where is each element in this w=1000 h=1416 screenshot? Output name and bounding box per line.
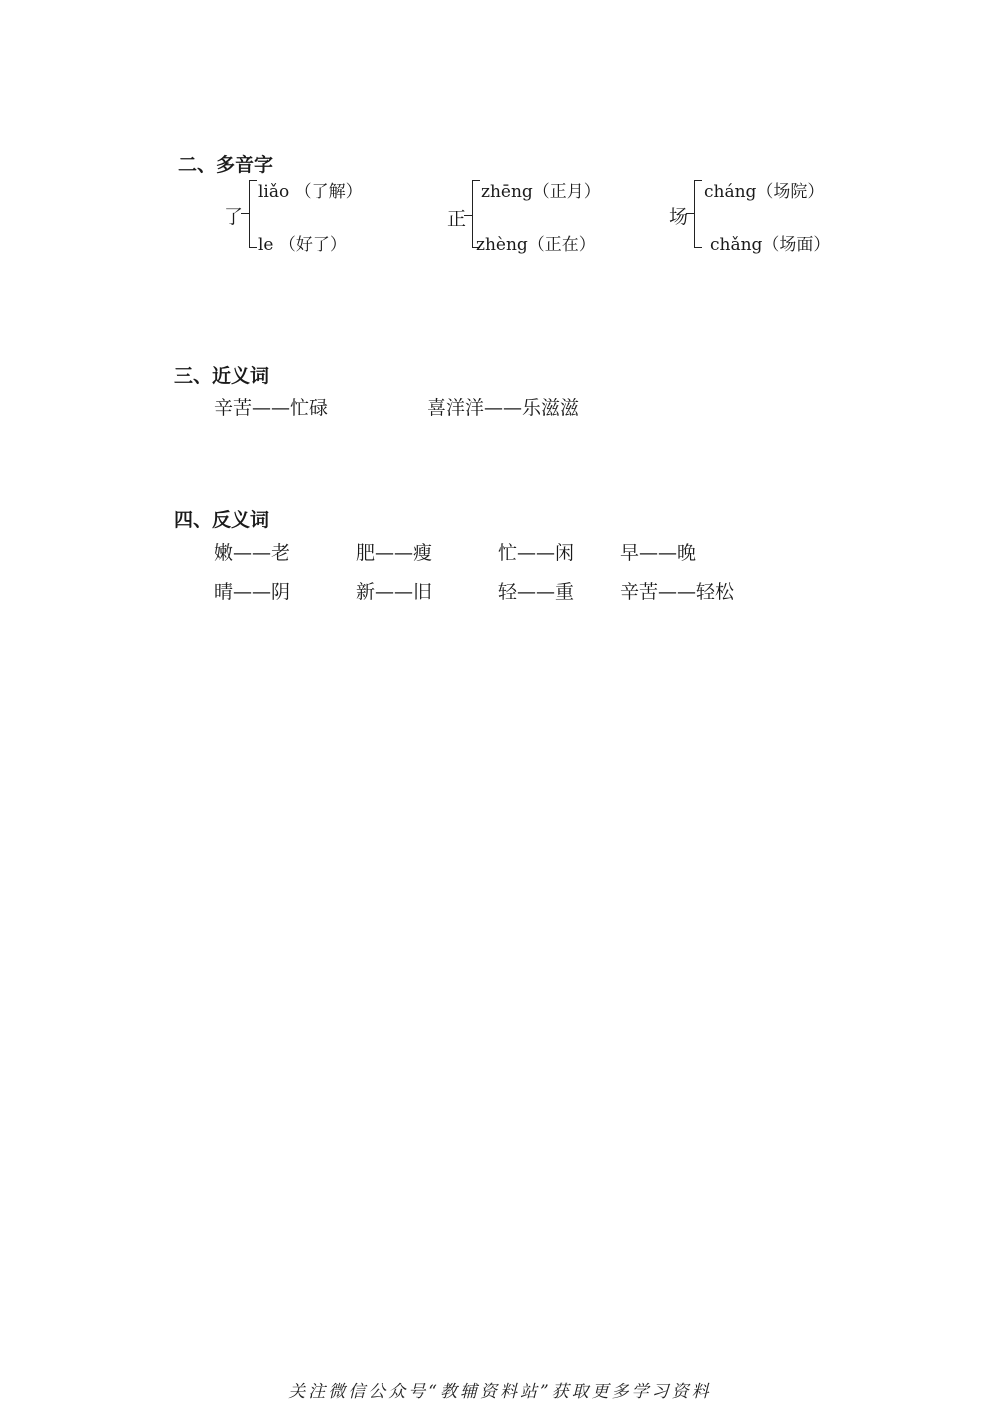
synonym-pair: 辛苦——忙碌 (214, 397, 329, 419)
antonym-pair: 新——旧 (356, 581, 433, 603)
antonym-pair: 辛苦——轻松 (620, 581, 735, 603)
footer-note: 关注微信公众号“教辅资料站”获取更多学习资料 (288, 1382, 712, 1402)
antonym-pair: 嫩——老 (214, 542, 291, 564)
section-title-antonyms: 四、反义词 (174, 509, 270, 531)
synonym-pair: 喜洋洋——乐滋滋 (427, 397, 580, 419)
bracket-tick (686, 213, 694, 214)
polyphone-char-chang: 场 (669, 206, 689, 228)
polyphone-reading: cháng（场院） (704, 182, 825, 202)
bracket (694, 180, 702, 248)
bracket (249, 180, 257, 248)
polyphone-reading: le （好了） (258, 235, 347, 255)
polyphone-char-liao: 了 (224, 206, 244, 228)
antonym-pair: 轻——重 (498, 581, 575, 603)
polyphone-reading: zhèng（正在） (476, 235, 596, 255)
section-title-polyphone: 二、多音字 (178, 154, 274, 176)
polyphone-reading: chǎng（场面） (710, 235, 831, 255)
antonym-pair: 晴——阴 (214, 581, 291, 603)
antonym-pair: 早——晚 (620, 542, 697, 564)
antonym-pair: 忙——闲 (498, 542, 575, 564)
polyphone-char-zheng: 正 (447, 208, 467, 230)
bracket-tick (464, 215, 472, 216)
bracket-tick (241, 213, 249, 214)
polyphone-reading: zhēng（正月） (481, 182, 601, 202)
section-title-synonyms: 三、近义词 (174, 365, 270, 387)
antonym-pair: 肥——瘦 (356, 542, 433, 564)
polyphone-reading: liǎo （了解） (258, 182, 363, 202)
